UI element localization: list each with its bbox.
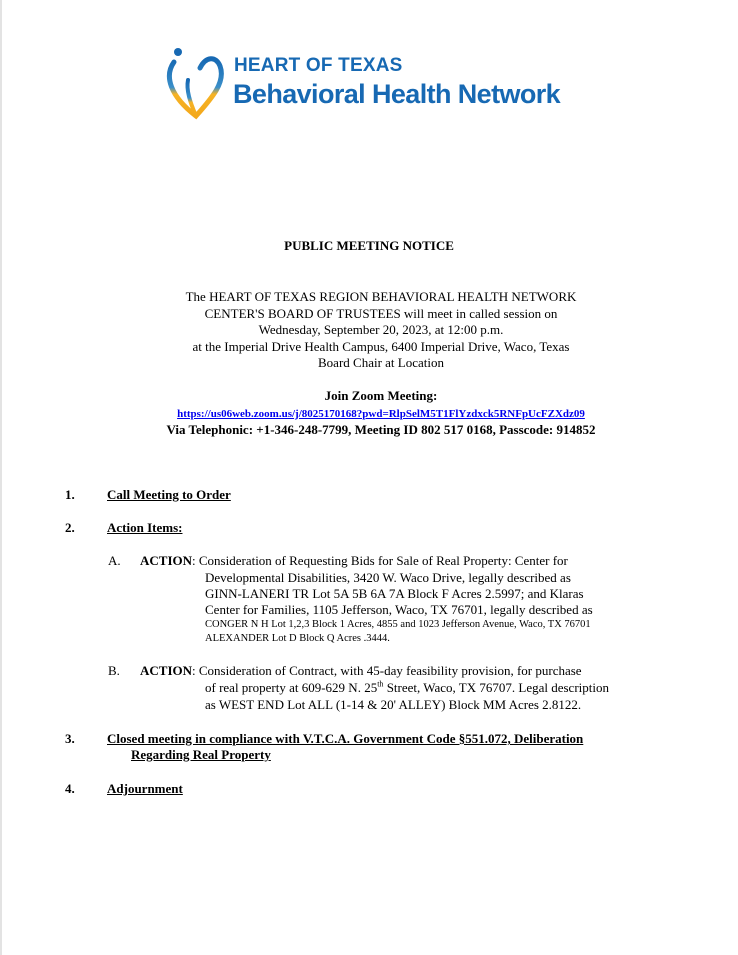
action-a-letter: A. xyxy=(108,553,121,568)
action-a-text-1: : Consideration of Requesting Bids for Sale of Real Property: Center for xyxy=(192,553,568,568)
intro-line-5: Board Chair at Location xyxy=(318,355,444,370)
agenda-item-3-number: 3. xyxy=(65,731,75,746)
action-b-superscript: th xyxy=(377,679,384,689)
agenda-item-3-heading-line-2: Regarding Real Property xyxy=(131,747,271,762)
action-a-line-4: Center for Families, 1105 Jefferson, Waco, TX 76701, legally described as xyxy=(205,602,593,617)
logo-line-2: Behavioral Health Network xyxy=(233,79,561,109)
action-a-line-6: ALEXANDER Lot D Block Q Acres .3444. xyxy=(205,633,390,644)
action-b-text-2a: of real property at 609-629 N. 25 xyxy=(205,680,378,695)
action-b-label: ACTION xyxy=(140,663,193,678)
meeting-intro xyxy=(0,289,738,372)
action-b-line-1 xyxy=(140,663,582,679)
agenda-item-1-number: 1. xyxy=(65,487,75,502)
page-edge xyxy=(0,0,2,955)
logo-line-1: HEART OF TEXAS xyxy=(234,55,403,76)
intro-line-4: at the Imperial Drive Health Campus, 6400 Imperial Drive, Waco, Texas xyxy=(192,338,570,354)
action-b-letter: B. xyxy=(108,663,120,678)
action-a-line-2: Developmental Disabilities, 3420 W. Waco Drive, legally described as xyxy=(205,570,571,585)
agenda-item-4-number: 4. xyxy=(65,781,75,796)
zoom-info xyxy=(0,388,738,439)
zoom-link[interactable]: https://us06web.zoom.us/j/8025170168?pwd=RlpSelM5T1FlYzdxck5RNFpUcFZXdz09 xyxy=(177,407,585,420)
intro-line-2: CENTER'S BOARD OF TRUSTEES will meet in called session on xyxy=(204,305,558,321)
heart-logo-icon xyxy=(166,46,228,120)
action-a-line-5: CONGER N H Lot 1,2,3 Block 1 Acres, 4855 and 1023 Jefferson Avenue, Waco, TX 76701 xyxy=(205,619,591,630)
action-b-text-2b: Street, Waco, TX 76707. Legal description xyxy=(383,680,609,695)
page-title: PUBLIC MEETING NOTICE xyxy=(284,238,454,253)
action-a-line-1 xyxy=(140,553,568,569)
agenda-item-3-heading-line-1: Closed meeting in compliance with V.T.C.A. Government Code §551.072, Deliberation xyxy=(107,731,584,746)
action-a-line-3: GINN-LANERI TR Lot 5A 5B 6A 7A Block F Acres 2.5997; and Klaras xyxy=(205,586,584,601)
intro-line-1: The HEART OF TEXAS REGION BEHAVIORAL HEALTH NETWORK xyxy=(185,289,577,304)
agenda-item-4-heading: Adjournment xyxy=(107,781,183,796)
organization-logo xyxy=(166,44,606,124)
action-b-line-2 xyxy=(205,680,609,696)
zoom-phone: Via Telephonic: +1-346-248-7799, Meeting ID 802 517 0168, Passcode: 914852 xyxy=(166,422,596,437)
action-b-text-1: : Consideration of Contract, with 45-day feasibility provision, for purchase xyxy=(192,663,582,678)
action-a-label: ACTION xyxy=(140,553,193,568)
action-b-line-3: as WEST END Lot ALL (1-14 & 20' ALLEY) Block MM Acres 2.8122. xyxy=(205,697,582,712)
agenda-item-2-heading: Action Items: xyxy=(107,520,183,535)
intro-line-3: Wednesday, September 20, 2023, at 12:00 p.m. xyxy=(258,322,504,337)
zoom-heading: Join Zoom Meeting: xyxy=(324,388,438,403)
agenda-item-1-heading: Call Meeting to Order xyxy=(107,487,231,502)
agenda-item-2-number: 2. xyxy=(65,520,75,535)
